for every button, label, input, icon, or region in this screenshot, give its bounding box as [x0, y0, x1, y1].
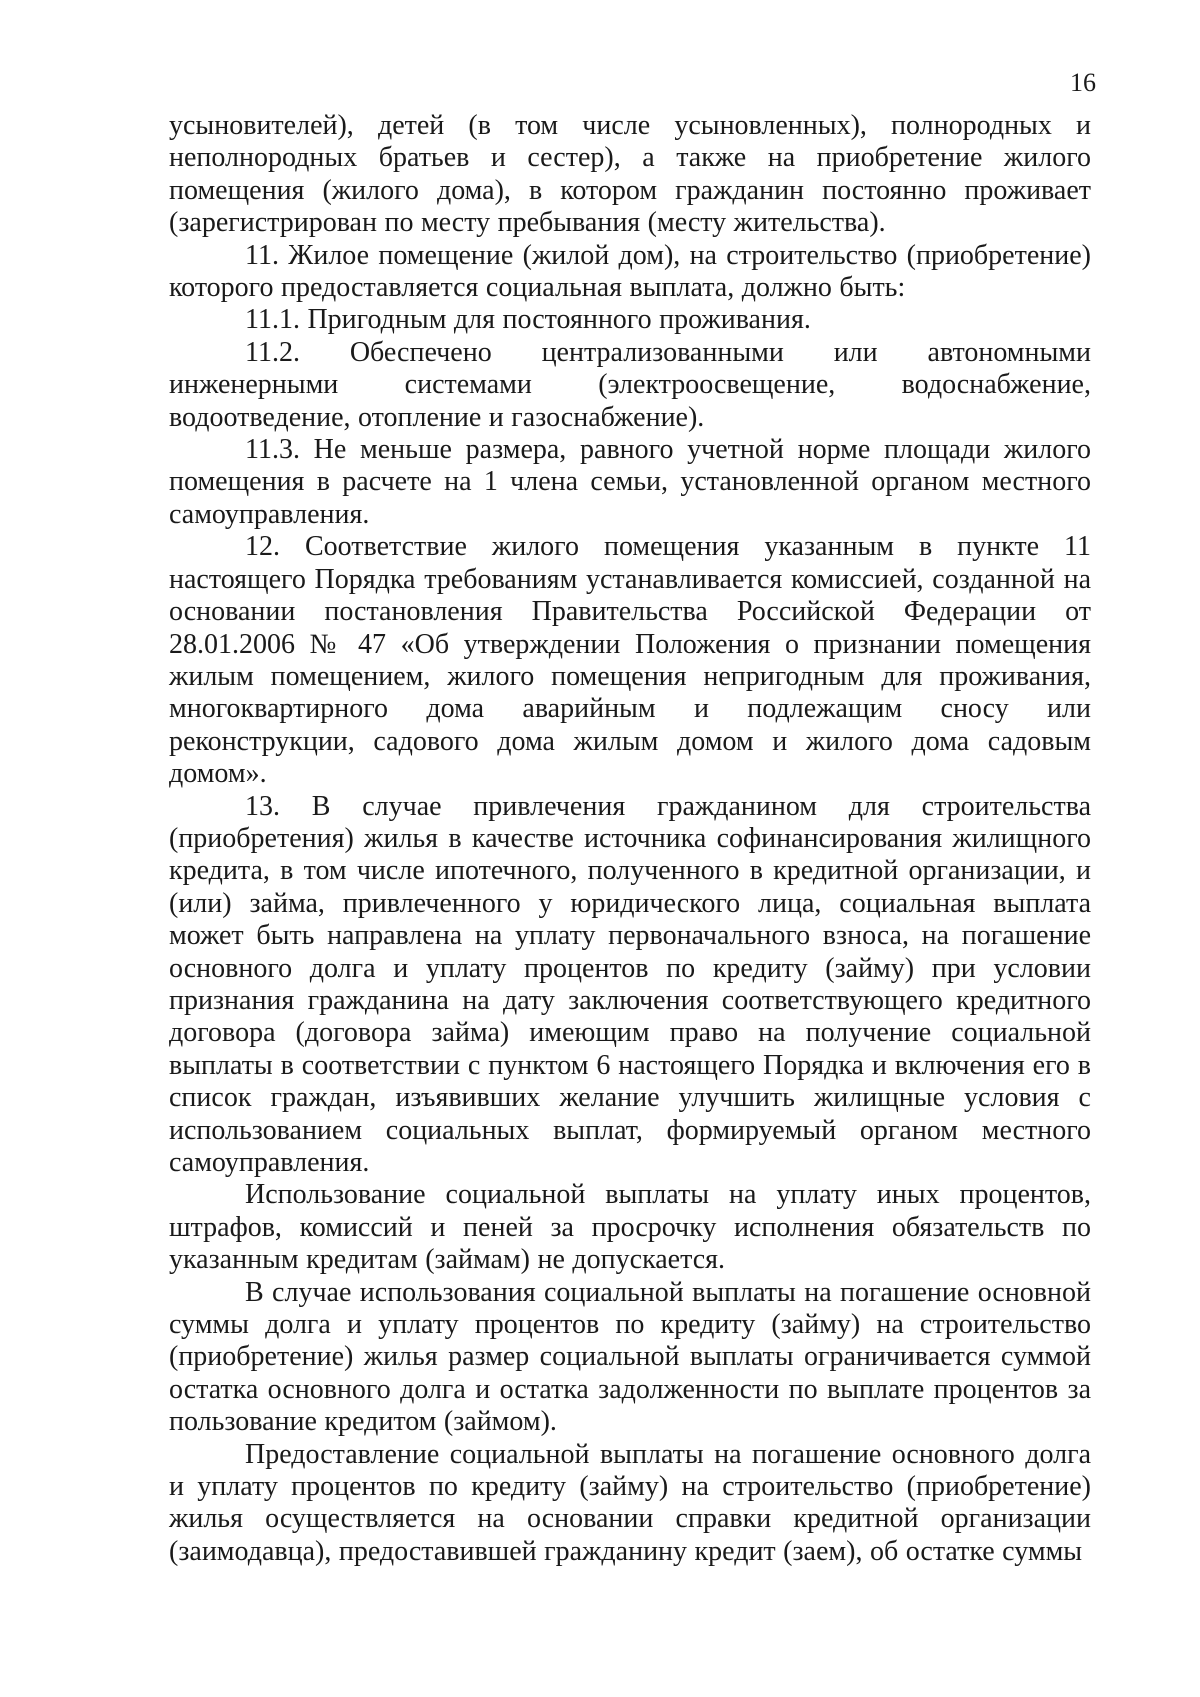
paragraph-11-1: 11.1. Пригодным для постоянного проживания. [245, 304, 811, 336]
paragraph-11-2: 11.2. Обеспечено централизованными или автономными инженерными системами (электроосвещение, водоснабжение, водоотведение, отопление и газоснабжение). [169, 336, 1091, 433]
paragraph-13-limit: В случае использования социальной выплаты на погашение основной суммы долга и уплату процентов по кредиту (займу) на строительство (приобретение) жилья размер социальной выплаты ограничивается суммой остатка основного долга и остатка задолженности по выплате процентов за пользование кредитом (займом). [169, 1276, 1091, 1438]
paragraph-13: 13. В случае привлечения гражданином для строительства (приобретения) жилья в качестве источника софинансирования жилищного кредита, в том числе ипотечного, полученного в кредитной организации, и (или) займа, привлеченного у юридического лица, социальная выплата может быть направлена на уплату первоначального взноса, на погашение основного долга и уплату процентов по кредиту (займу) при условии признания гражданина на дату заключения соответствующего кредитного договора (договора займа) имеющим право на получение социальной выплаты в соответствии с пунктом 6 настоящего Порядка и включения его в список граждан, изъявивших желание улучшить жилищные условия с использованием социальных выплат, формируемый органом местного самоуправления. [169, 790, 1091, 1178]
paragraph-11-3: 11.3. Не меньше размера, равного учетной норме площади жилого помещения в расчете на 1 члена семьи, установленной органом местного самоуправления. [169, 434, 1091, 530]
page-number: 16 [1070, 68, 1096, 97]
paragraph-12: 12. Соответствие жилого помещения указанным в пункте 11 настоящего Порядка требованиям устанавливается комиссией, созданной на основании постановления Правительства Российской Федерации от 28.01.2006 № 47 «Об утверждении Положения о признании помещения жилым помещением, жилого помещения непригодным для проживания, многоквартирного дома аварийным и подлежащим сносу или реконструкции, садового дома жилым домом и жилого дома садовым домом». [169, 531, 1091, 790]
paragraph-11: 11. Жилое помещение (жилой дом), на строительство (приобретение) которого предоставляется социальная выплата, должно быть: [169, 239, 1091, 304]
paragraph-continuation: усыновителей), детей (в том числе усыновленных), полнородных и неполнородных братьев и сестер), а также на приобретение жилого помещения (жилого дома), в котором гражданин постоянно проживает (зарегистрирован по месту пребывания (месту жительства). [169, 110, 1091, 239]
paragraph-13-provision: Предоставление социальной выплаты на погашение основного долга и уплату процентов по кредиту (займу) на строительство (приобретение) жилья осуществляется на основании справки кредитной организации (заимодавца), предоставившей гражданину кредит (заем), об остатке суммы [169, 1438, 1091, 1567]
paragraph-13-other-charges: Использование социальной выплаты на уплату иных процентов, штрафов, комиссий и пеней за просрочку исполнения обязательств по указанным кредитам (займам) не допускается. [169, 1179, 1091, 1276]
document-body [169, 110, 1091, 1568]
